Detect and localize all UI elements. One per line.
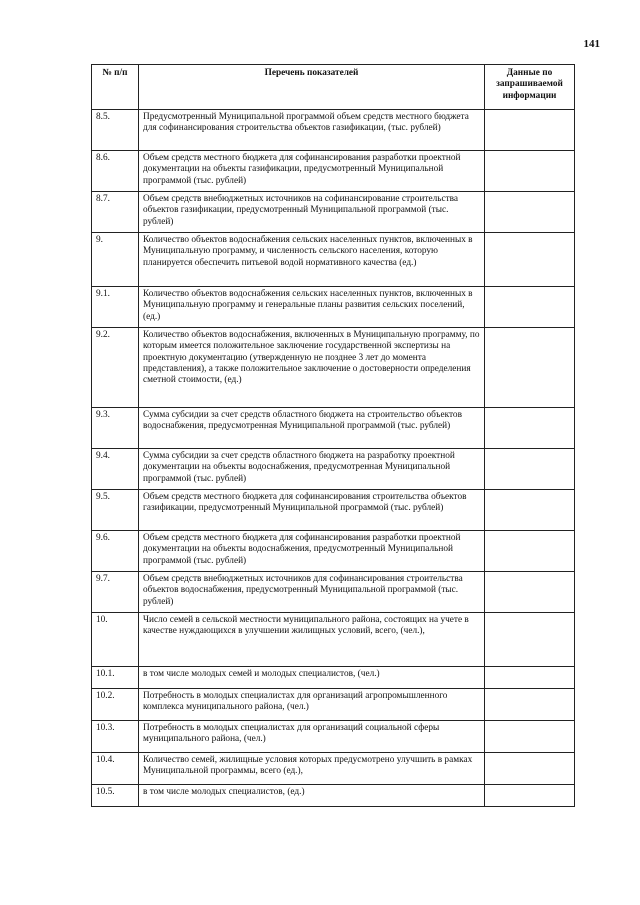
- data-input-cell[interactable]: [485, 449, 575, 490]
- table-row: [92, 490, 575, 531]
- indicator-text: Объем средств внебюджетных источников для софинансирования строительства объектов водоснабжения, предусмотренный Муниципальной программой (тыс. рублей): [139, 572, 485, 613]
- indicator-text: Объем средств местного бюджета для софинансирования строительства объектов газификации, предусмотренный Муниципальной программой (тыс. рублей): [139, 490, 485, 531]
- table-row: [92, 233, 575, 287]
- data-input-cell[interactable]: [485, 667, 575, 689]
- data-input-cell[interactable]: [485, 753, 575, 785]
- indicator-text: Число семей в сельской местности муниципального района, состоящих на учете в качестве нуждающихся в улучшении жилищных условий, всего, (чел.),: [139, 613, 485, 667]
- indicator-text: Количество семей, жилищные условия которых предусмотрено улучшить в рамках Муниципальной программы, всего (ед.),: [139, 753, 485, 785]
- row-number: 10.3.: [92, 721, 139, 753]
- data-input-cell[interactable]: [485, 233, 575, 287]
- row-number: 10.5.: [92, 785, 139, 807]
- data-input-cell[interactable]: [485, 287, 575, 328]
- data-input-cell[interactable]: [485, 531, 575, 572]
- indicator-text: Потребность в молодых специалистах для организаций социальной сферы муниципального района, (чел.): [139, 721, 485, 753]
- row-number: 10.2.: [92, 689, 139, 721]
- table-row: [92, 785, 575, 807]
- table-body: [92, 110, 575, 807]
- data-input-cell[interactable]: [485, 110, 575, 151]
- row-number: 10.1.: [92, 667, 139, 689]
- indicator-text: Количество объектов водоснабжения, включенных в Муниципальную программу, по которым имеется положительное заключение государственной экспертизы на проектную документацию (утвержденную не позднее 3 лет до момента представления), а также положительное заключение о достоверности определения сметной стоимости, (ед.): [139, 328, 485, 408]
- header-name: Перечень показателей: [139, 65, 485, 110]
- row-number: 9.7.: [92, 572, 139, 613]
- indicator-text: Потребность в молодых специалистах для организаций агропромышленного комплекса муниципального района, (чел.): [139, 689, 485, 721]
- indicator-text: в том числе молодых семей и молодых специалистов, (чел.): [139, 667, 485, 689]
- data-input-cell[interactable]: [485, 192, 575, 233]
- data-input-cell[interactable]: [485, 328, 575, 408]
- row-number: 9.6.: [92, 531, 139, 572]
- table-row: [92, 328, 575, 408]
- row-number: 10.4.: [92, 753, 139, 785]
- table-row: [92, 572, 575, 613]
- data-input-cell[interactable]: [485, 151, 575, 192]
- table-row: [92, 531, 575, 572]
- table-row: [92, 689, 575, 721]
- row-number: 10.: [92, 613, 139, 667]
- table-row: [92, 110, 575, 151]
- table-row: [92, 613, 575, 667]
- indicator-text: Объем средств местного бюджета для софинансирования разработки проектной документации на объекты водоснабжения, предусмотренный Муниципальной программой (тыс. рублей): [139, 531, 485, 572]
- row-number: 9.4.: [92, 449, 139, 490]
- indicator-text: Количество объектов водоснабжения сельских населенных пунктов, включенных в Муниципальную программу, и численность сельского населения, которую планируется обеспечить питьевой водой нормативного качества (ед.): [139, 233, 485, 287]
- table-row: [92, 192, 575, 233]
- table-row: [92, 287, 575, 328]
- indicator-text: Количество объектов водоснабжения сельских населенных пунктов, включенных в Муниципальную программу и генеральные планы развития сельских поселений, (ед.): [139, 287, 485, 328]
- table-row: [92, 721, 575, 753]
- table-row: [92, 151, 575, 192]
- data-input-cell[interactable]: [485, 490, 575, 531]
- row-number: 9.: [92, 233, 139, 287]
- page-number: 141: [583, 38, 600, 50]
- row-number: 8.5.: [92, 110, 139, 151]
- row-number: 9.2.: [92, 328, 139, 408]
- data-input-cell[interactable]: [485, 785, 575, 807]
- data-input-cell[interactable]: [485, 408, 575, 449]
- row-number: 8.6.: [92, 151, 139, 192]
- data-input-cell[interactable]: [485, 689, 575, 721]
- data-input-cell[interactable]: [485, 613, 575, 667]
- table-header-row: [92, 65, 575, 110]
- table-row: [92, 449, 575, 490]
- row-number: 8.7.: [92, 192, 139, 233]
- indicator-text: Объем средств внебюджетных источников на софинансирование строительства объектов газификации, предусмотренный Муниципальной программой (тыс. рублей): [139, 192, 485, 233]
- indicator-text: в том числе молодых специалистов, (ед.): [139, 785, 485, 807]
- table-row: [92, 667, 575, 689]
- indicator-text: Сумма субсидии за счет средств областного бюджета на разработку проектной документации на объекты водоснабжения, предусмотренная Муниципальной программой (тыс. рублей): [139, 449, 485, 490]
- row-number: 9.5.: [92, 490, 139, 531]
- row-number: 9.1.: [92, 287, 139, 328]
- indicator-text: Предусмотренный Муниципальной программой объем средств местного бюджета для софинансирования строительства объектов газификации, (тыс. рублей): [139, 110, 485, 151]
- indicators-table: [91, 64, 575, 807]
- table-row: [92, 408, 575, 449]
- header-num: № п/п: [92, 65, 139, 110]
- header-data: Данные по запрашиваемой информации: [485, 65, 575, 110]
- indicator-text: Объем средств местного бюджета для софинансирования разработки проектной документации на объекты газификации, предусмотренный Муниципальной программой (тыс. рублей): [139, 151, 485, 192]
- row-number: 9.3.: [92, 408, 139, 449]
- data-input-cell[interactable]: [485, 721, 575, 753]
- indicator-text: Сумма субсидии за счет средств областного бюджета на строительство объектов водоснабжения, предусмотренная Муниципальной программой (тыс. рублей): [139, 408, 485, 449]
- data-input-cell[interactable]: [485, 572, 575, 613]
- table-row: [92, 753, 575, 785]
